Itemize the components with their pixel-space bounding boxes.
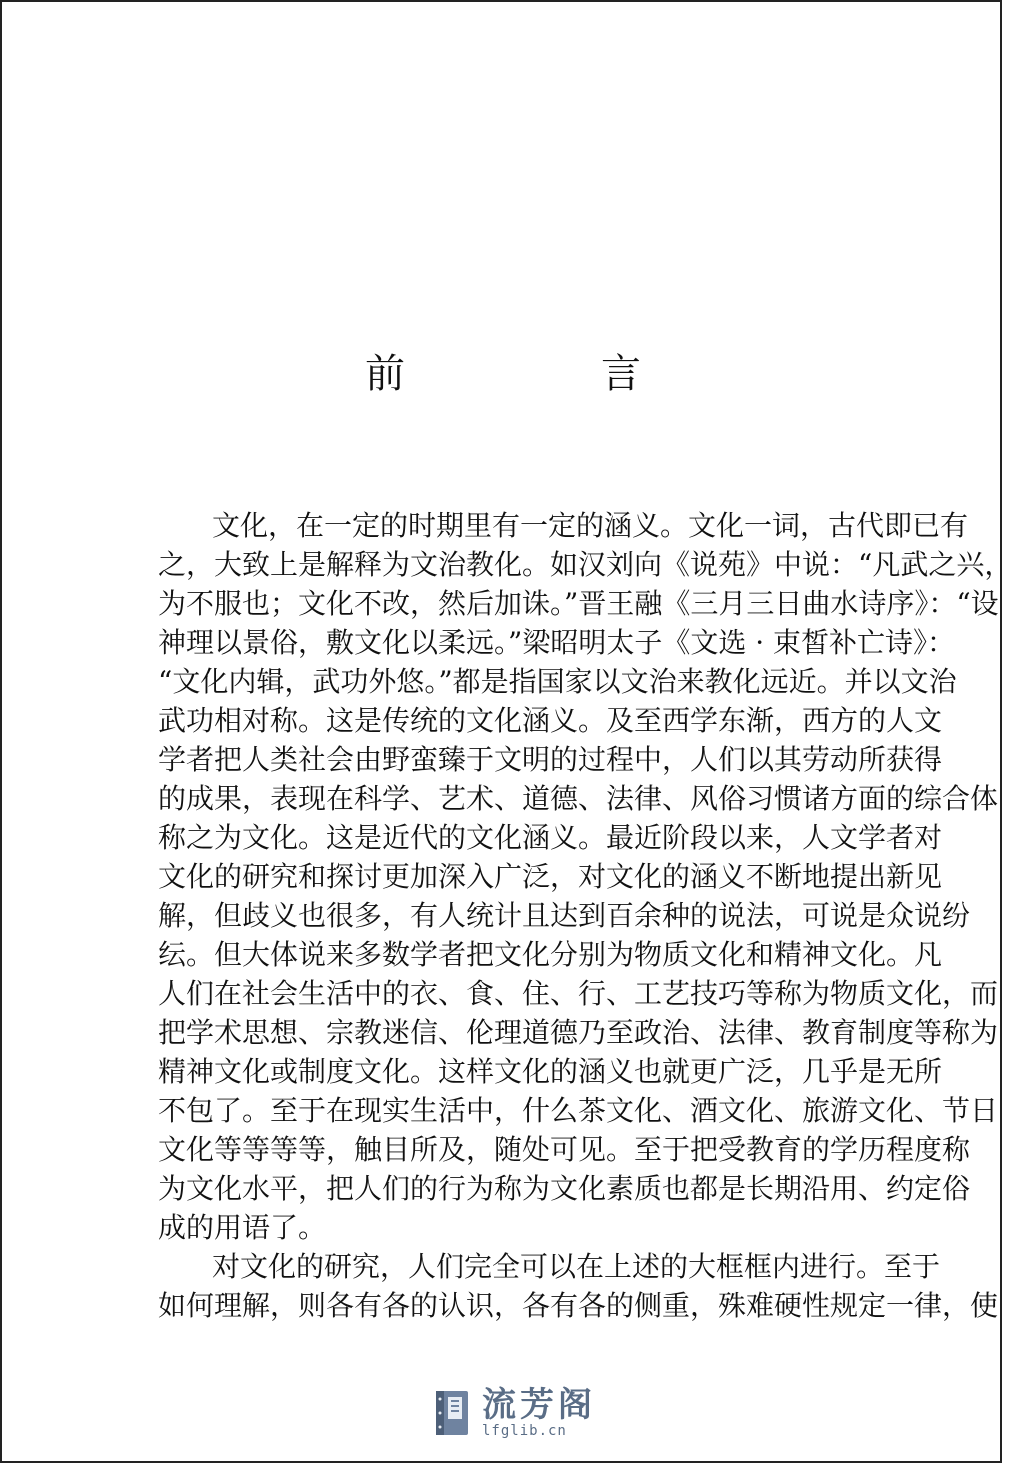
text-line: 为不服也；文化不改，然后加诛。”晋王融《三月三日曲水诗序》：“设 (158, 587, 999, 620)
text-line: “文化内辑，武功外悠。”都是指国家以文治来教化远近。并以文治 (158, 665, 957, 698)
text-line: 人们在社会生活中的衣、食、住、行、工艺技巧等称为物质文化，而 (158, 977, 999, 1010)
watermark-text (482, 1385, 596, 1439)
watermark (432, 1386, 596, 1440)
page-title: 前 言 (365, 351, 719, 397)
text-line: 对文化的研究，人们完全可以在上述的大框框内进行。至于 (212, 1250, 941, 1283)
book-icon (432, 1389, 472, 1437)
text-line: 为文化水平，把人们的行为称为文化素质也都是长期沿用、约定俗 (158, 1172, 971, 1205)
text-line: 称之为文化。这是近代的文化涵义。最近阶段以来，人文学者对 (158, 821, 943, 854)
text-line: 学者把人类社会由野蛮臻于文明的过程中，人们以其劳动所获得 (158, 743, 943, 776)
text-line: 把学术思想、宗教迷信、伦理道德乃至政治、法律、教育制度等称为 (158, 1016, 999, 1049)
text-line: 成的用语了。 (158, 1211, 327, 1244)
text-line: 之，大致上是解释为文治教化。如汉刘向《说苑》中说：“凡武之兴， (158, 548, 1012, 581)
watermark-url[interactable]: lfglib.cn (482, 1423, 567, 1439)
watermark-name: 流芳阁 (482, 1385, 596, 1425)
text-line: 文化，在一定的时期里有一定的涵义。文化一词，古代即已有 (212, 509, 969, 542)
body-text (158, 506, 1012, 1325)
text-line: 神理以景俗，敷文化以柔远。”梁昭明太子《文选 · 束皙补亡诗》： (158, 626, 956, 659)
text-line: 文化等等等等，触目所及，随处可见。至于把受教育的学历程度称 (158, 1133, 971, 1166)
text-line: 解，但歧义也很多，有人统计且达到百余种的说法，可说是众说纷 (158, 899, 971, 932)
text-line: 的成果，表现在科学、艺术、道德、法律、风俗习惯诸方面的综合体 (158, 782, 999, 815)
text-line: 精神文化或制度文化。这样文化的涵义也就更广泛，几乎是无所 (158, 1055, 943, 1088)
text-line: 纭。但大体说来多数学者把文化分别为物质文化和精神文化。凡 (158, 938, 943, 971)
text-line: 如何理解，则各有各的认识，各有各的侧重，殊难硬性规定一律，使 (158, 1289, 999, 1322)
text-line: 武功相对称。这是传统的文化涵义。及至西学东渐，西方的人文 (158, 704, 943, 737)
text-line: 文化的研究和探讨更加深入广泛，对文化的涵义不断地提出新见 (158, 860, 943, 893)
text-line: 不包了。至于在现实生活中，什么茶文化、酒文化、旅游文化、节日 (158, 1094, 999, 1127)
